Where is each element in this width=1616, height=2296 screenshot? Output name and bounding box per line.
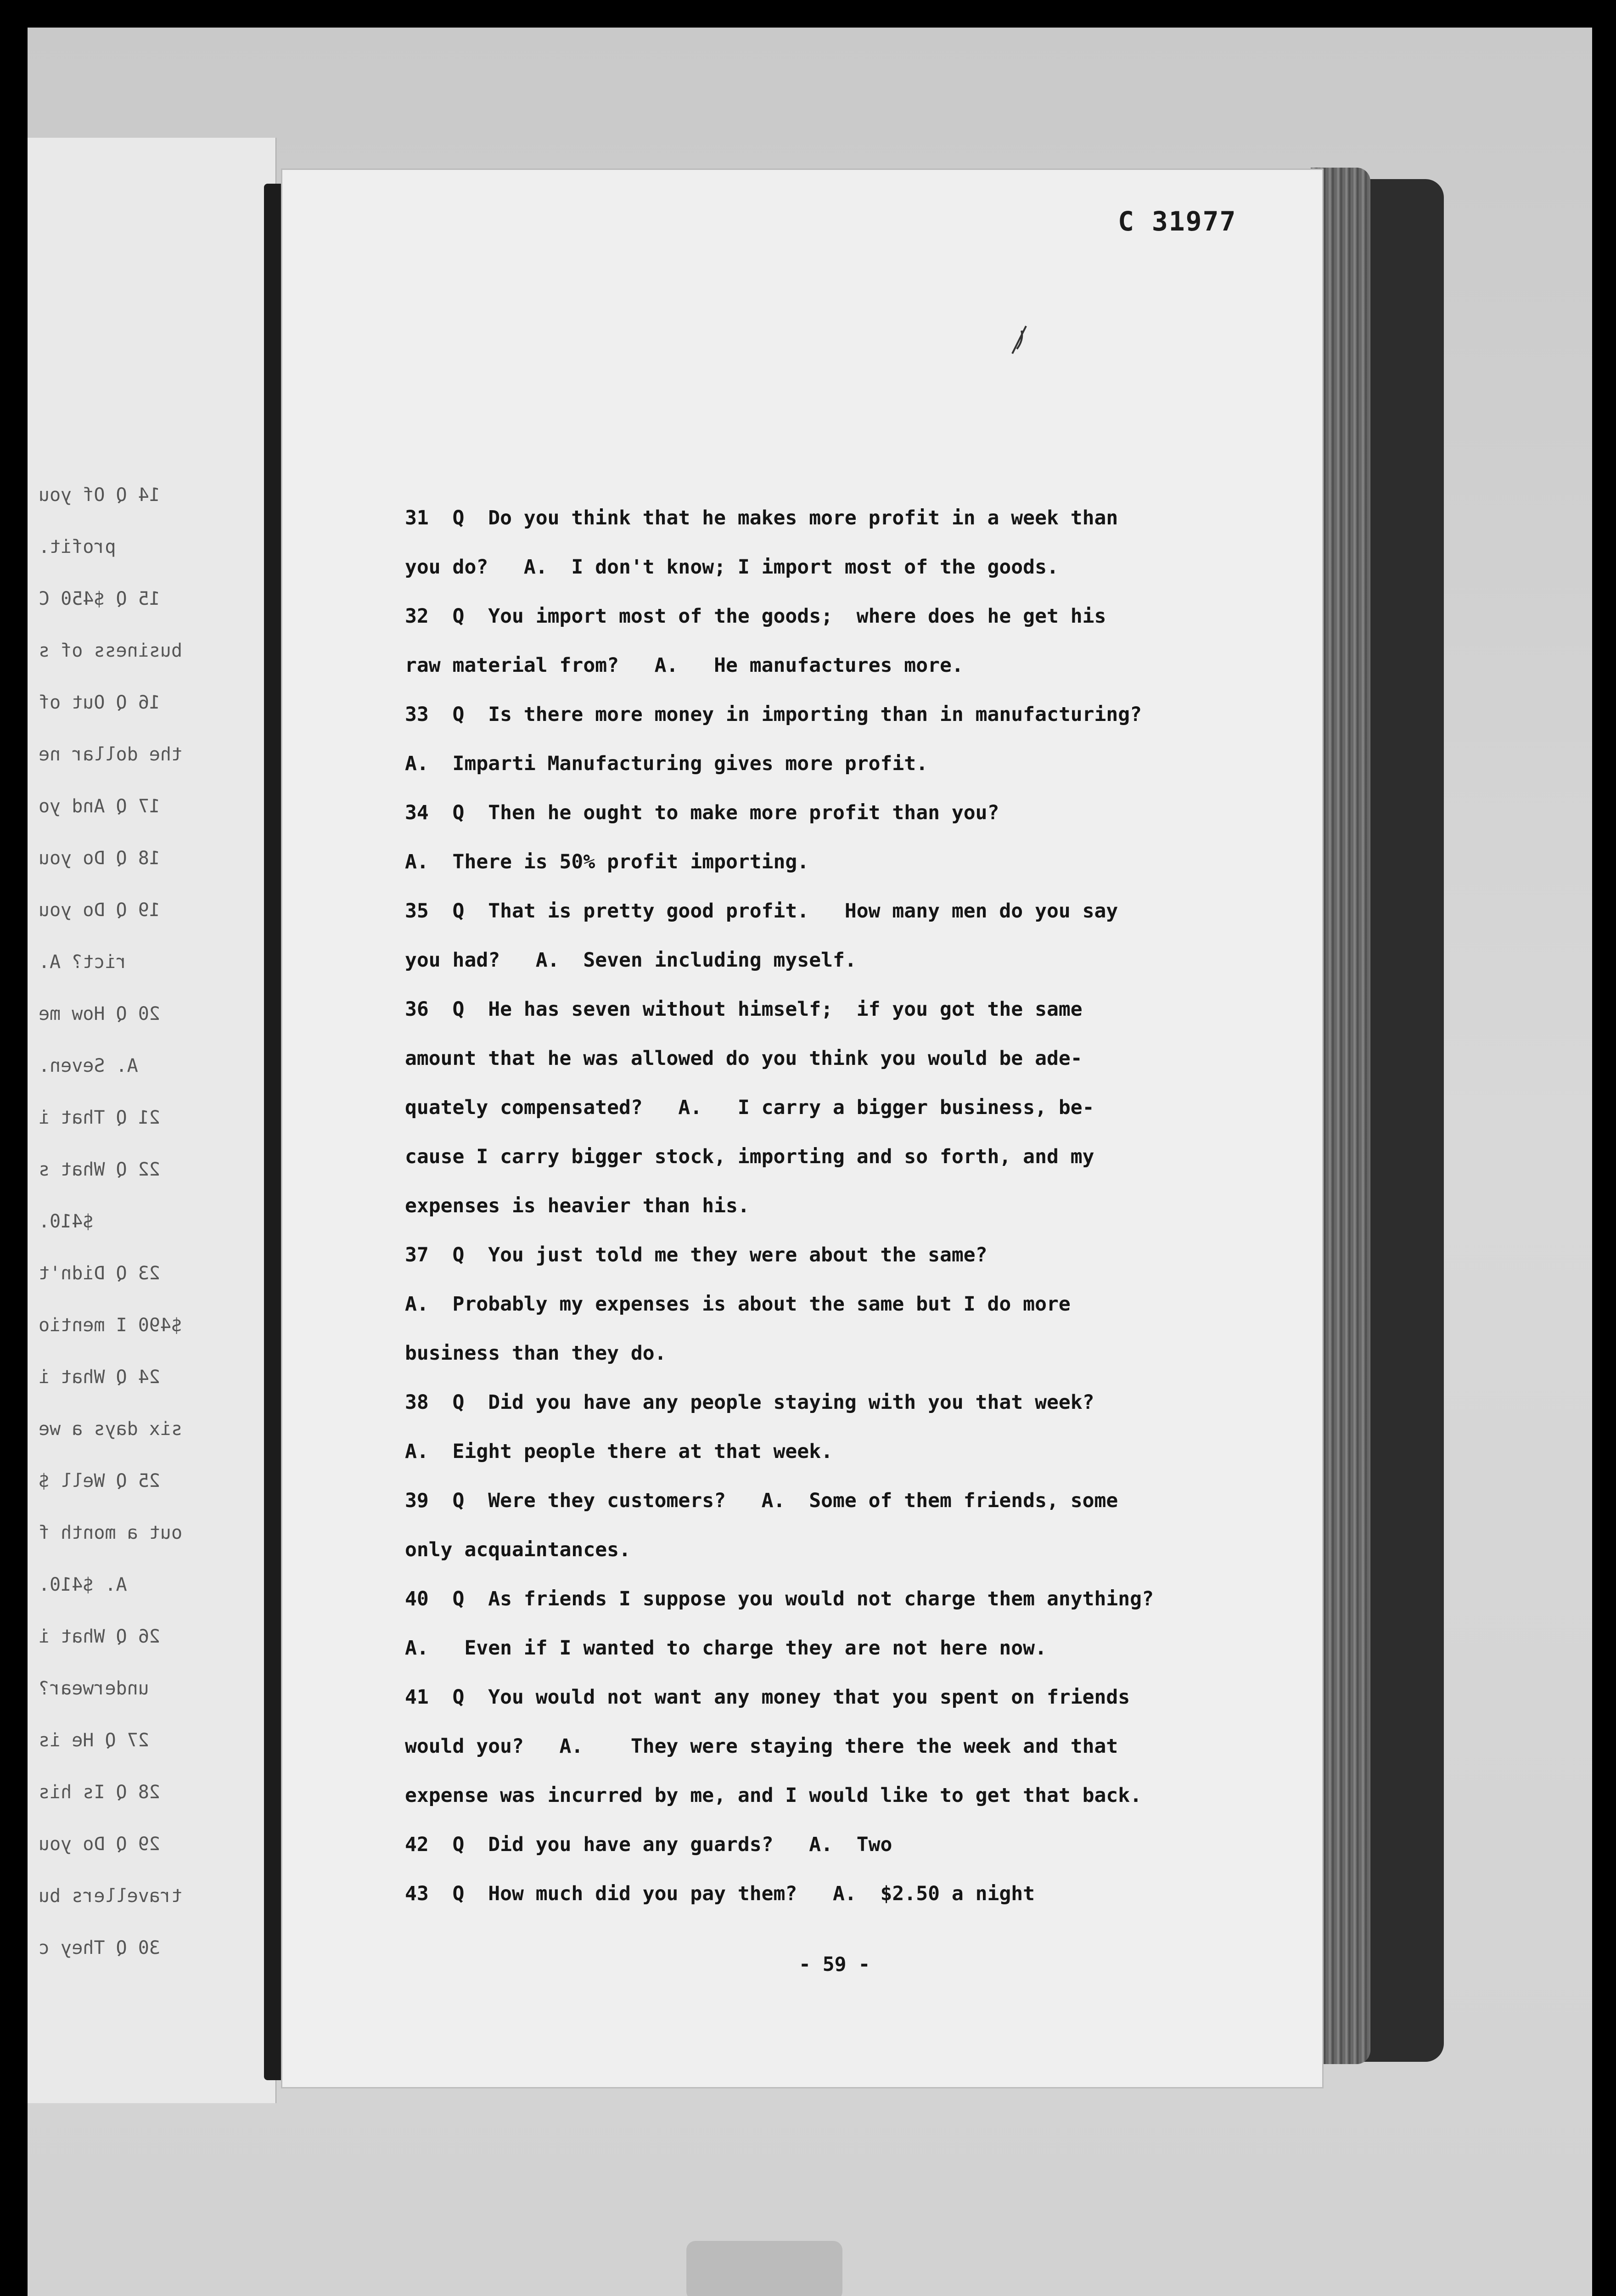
previous-page: [28, 138, 276, 2103]
film-border-right: [1592, 0, 1616, 2296]
transcript-line: expense was incurred by me, and I would like to get that back.: [405, 1784, 1142, 1807]
transcript-line: raw material from? A. He manufactures more.: [405, 654, 964, 677]
transcript-line: would you? A. They were staying there the week and that: [405, 1735, 1118, 1758]
transcript-line: cause I carry bigger stock, importing and so forth, and my: [405, 1145, 1094, 1168]
transcript-line: A. Probably my expenses is about the same but I do more: [405, 1293, 1071, 1316]
showthrough-line: 18 Q Do you: [39, 848, 160, 869]
showthrough-line: A. $410.: [39, 1574, 127, 1595]
transcript-line: 34 Q Then he ought to make more profit than you?: [405, 801, 999, 824]
showthrough-line: out a month f: [39, 1522, 183, 1543]
transcript-line: business than they do.: [405, 1342, 667, 1365]
film-border-top: [0, 0, 1616, 28]
transcript-line: 43 Q How much did you pay them? A. $2.50 a night: [405, 1882, 1035, 1905]
showthrough-line: A. Seven.: [39, 1055, 138, 1076]
showthrough-line: 24 Q What i: [39, 1367, 160, 1388]
showthrough-line: $410.: [39, 1211, 94, 1232]
transcript-line: A. Eight people there at that week.: [405, 1440, 833, 1463]
transcript-line: A. Even if I wanted to charge they are not here now.: [405, 1637, 1047, 1660]
showthrough-line: 19 Q Do you: [39, 900, 160, 921]
showthrough-line: 22 Q What s: [39, 1159, 160, 1180]
showthrough-line: 28 Q Is his: [39, 1782, 160, 1803]
showthrough-line: 23 Q Didn't: [39, 1263, 160, 1284]
showthrough-line: $490 I mentio: [39, 1315, 183, 1336]
document-number: C 31977: [1118, 206, 1237, 237]
previous-page-showthrough: [28, 138, 275, 2103]
transcript-line: 33 Q Is there more money in importing than in manufacturing?: [405, 703, 1142, 726]
transcript-line: 36 Q He has seven without himself; if you got the same: [405, 998, 1083, 1021]
transcript-line: 37 Q You just told me they were about the same?: [405, 1244, 988, 1266]
transcript-line: A. Imparti Manufacturing gives more profit.: [405, 752, 928, 775]
transcript-line: 42 Q Did you have any guards? A. Two: [405, 1833, 892, 1856]
showthrough-line: 21 Q That i: [39, 1107, 160, 1128]
transcript-line: 38 Q Did you have any people staying with you that week?: [405, 1391, 1094, 1414]
transcript-line: you do? A. I don't know; I import most of the goods.: [405, 556, 1059, 579]
film-border-left: [0, 0, 28, 2296]
showthrough-line: 20 Q How me: [39, 1003, 160, 1024]
pencil-mark-icon: [1008, 321, 1031, 358]
transcript-line: A. There is 50% profit importing.: [405, 850, 809, 873]
showthrough-line: 27 Q He is: [39, 1730, 149, 1751]
film-stain: [686, 2241, 842, 2296]
showthrough-line: 26 Q What i: [39, 1626, 160, 1647]
showthrough-line: 16 Q Out of: [39, 692, 160, 713]
showthrough-line: 17 Q And yo: [39, 796, 160, 817]
showthrough-line: the dollar ne: [39, 744, 183, 765]
transcript-line: amount that he was allowed do you think you would be ade-: [405, 1047, 1083, 1070]
showthrough-line: business of s: [39, 640, 183, 661]
showthrough-line: 30 Q They c: [39, 1937, 160, 1958]
transcript-line: expenses is heavier than his.: [405, 1194, 750, 1217]
transcript-line: you had? A. Seven including myself.: [405, 949, 857, 972]
transcript-line: only acquaintances.: [405, 1538, 631, 1561]
transcript-line: 40 Q As friends I suppose you would not charge them anything?: [405, 1587, 1154, 1610]
showthrough-line: profit.: [39, 536, 116, 557]
transcript-line: 41 Q You would not want any money that you spent on friends: [405, 1686, 1130, 1709]
showthrough-line: 29 Q Do you: [39, 1834, 160, 1855]
transcript-line: 39 Q Were they customers? A. Some of them friends, some: [405, 1489, 1118, 1512]
transcript-line: quately compensated? A. I carry a bigger business, be-: [405, 1096, 1094, 1119]
transcript-line: 35 Q That is pretty good profit. How many men do you say: [405, 900, 1118, 923]
showthrough-line: travellers bu: [39, 1885, 183, 1907]
book-cover-edge: [1361, 179, 1444, 2062]
transcript-line: 31 Q Do you think that he makes more profit in a week than: [405, 506, 1118, 529]
showthrough-line: underwear?: [39, 1678, 149, 1699]
page-number: - 59 -: [799, 1953, 870, 1976]
transcript-line: 32 Q You import most of the goods; where does he get his: [405, 605, 1106, 628]
showthrough-line: 14 Q Of you: [39, 484, 160, 506]
showthrough-line: six days a we: [39, 1418, 183, 1440]
showthrough-line: 25 Q Well $: [39, 1470, 160, 1491]
showthrough-line: rict? A.: [39, 951, 127, 973]
showthrough-line: 15 Q $450 C: [39, 588, 160, 609]
